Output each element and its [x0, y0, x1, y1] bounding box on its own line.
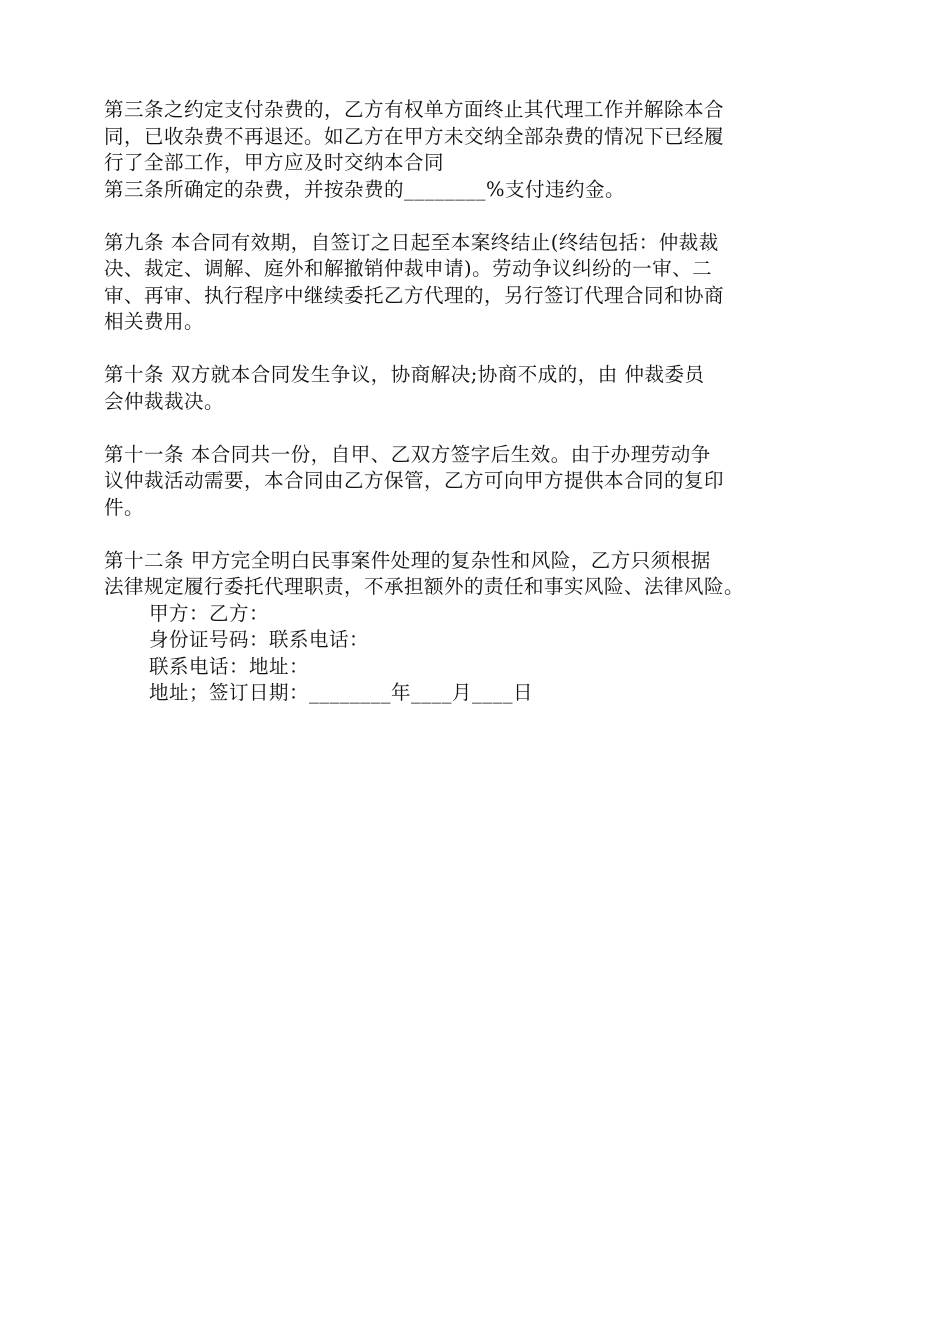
text-line: 同，已收杂费不再退还。如乙方在甲方未交纳全部杂费的情况下已经履: [104, 124, 725, 148]
clause-12: [104, 548, 856, 601]
document-body: [104, 97, 856, 707]
clause-10: [104, 362, 856, 415]
text-line: 会仲裁裁决。: [104, 389, 225, 413]
text-line: 件。: [104, 495, 145, 519]
text-line: 议仲裁活动需要，本合同由乙方保管，乙方可向甲方提供本合同的复印: [104, 469, 725, 492]
text-line: 决、裁定、调解、庭外和解撤销仲裁申请)。劳动争议纠纷的一审、二: [104, 257, 713, 280]
text-line: 第三条所确定的杂费，并按杂费的________%支付违约金。: [104, 177, 626, 201]
text-line: 第十一条 本合同共一份，自甲、乙双方签字后生效。由于办理劳动争: [104, 442, 711, 466]
signature-phone-address: 联系电话：地址：: [149, 654, 310, 678]
text-line: 第十二条 甲方完全明白民事案件处理的复杂性和风险，乙方只须根据: [104, 548, 711, 572]
text-line: 行了全部工作，甲方应及时交纳本合同: [104, 151, 445, 174]
clause-3-continued: [104, 97, 856, 203]
text-line: 审、再审、执行程序中继续委托乙方代理的，另行签订代理合同和协商: [104, 283, 725, 307]
signature-block: [104, 601, 856, 707]
text-line: 第三条之约定支付杂费的，乙方有权单方面终止其代理工作并解除本合: [104, 98, 725, 121]
signature-id-phone: 身份证号码：联系电话：: [149, 628, 370, 651]
signature-address-date: 地址；签订日期：________年____月____日: [149, 681, 534, 704]
text-line: 第九条 本合同有效期，自签订之日起至本案终结止(终结包括：仲裁裁: [104, 230, 719, 254]
signature-parties: 甲方：乙方：: [149, 601, 270, 625]
text-line: 相关费用。: [104, 310, 205, 333]
clause-9: [104, 230, 856, 336]
text-line: 法律规定履行委托代理职责，不承担额外的责任和事实风险、法律风险。: [104, 575, 745, 598]
clause-11: [104, 442, 856, 522]
text-line: 第十条 双方就本合同发生争议，协商解决;协商不成的，由 仲裁委员: [104, 363, 705, 386]
